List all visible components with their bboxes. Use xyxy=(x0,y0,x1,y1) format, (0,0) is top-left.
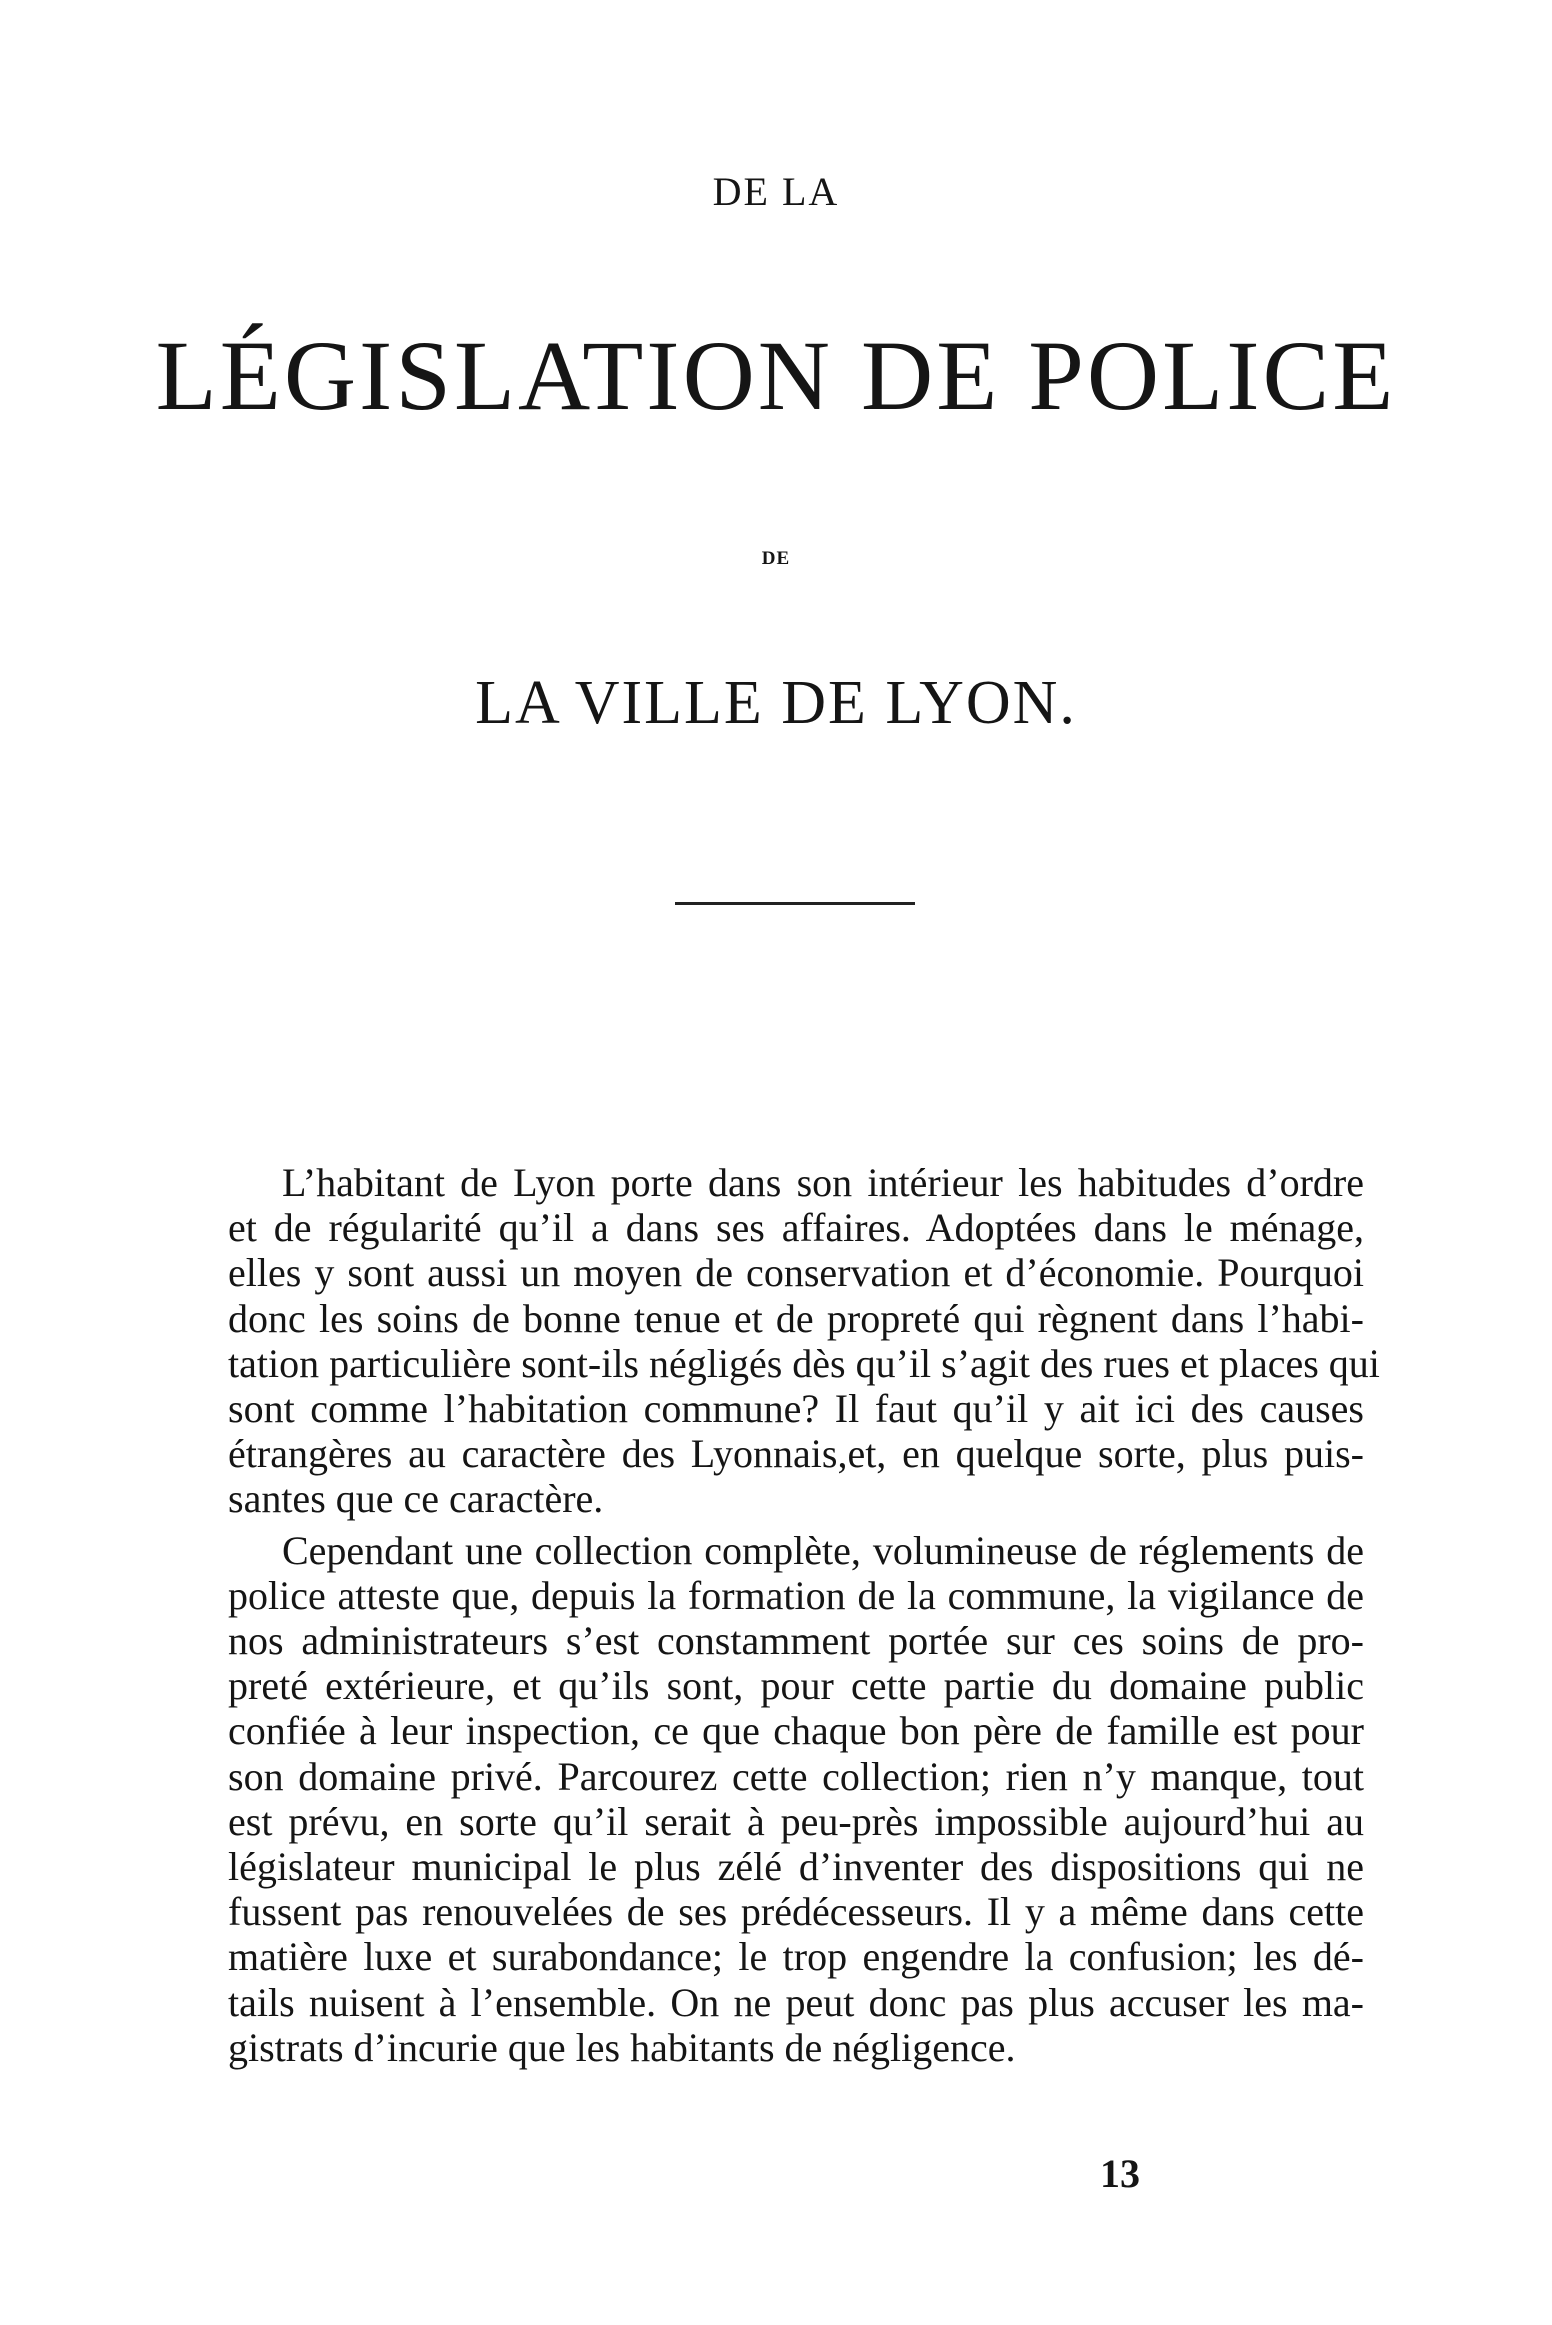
text-line: nos administrateurs s’est constamment portée sur ces soins de pro- xyxy=(228,1618,1364,1664)
title-kicker: DE LA xyxy=(712,169,840,214)
page-number: 13 xyxy=(1100,2151,1140,2196)
text-line: sont comme l’habitation commune? Il faut qu’il y ait ici des causes xyxy=(228,1386,1364,1432)
text-line: son domaine privé. Parcourez cette collection; rien n’y manque, tout xyxy=(228,1753,1364,1799)
section-divider xyxy=(675,902,915,905)
text-line: étrangères au caractère des Lyonnais,et, en quelque sorte, plus puis- xyxy=(228,1431,1364,1477)
text-line: santes que ce caractère. xyxy=(228,1476,604,1522)
text-line: police atteste que, depuis la formation de la commune, la vigilance de xyxy=(228,1572,1364,1618)
text-line: et de régularité qu’il a dans ses affaires. Adoptées dans le ménage, xyxy=(228,1205,1364,1251)
text-line: matière luxe et surabondance; le trop engendre la confusion; les dé- xyxy=(228,1934,1364,1980)
text-line: tails nuisent à l’ensemble. On ne peut donc pas plus accuser les ma- xyxy=(228,1979,1364,2025)
paragraph-2 xyxy=(228,1528,1364,2070)
page-subtitle: LA VILLE DE LYON. xyxy=(475,669,1077,737)
text-line: gistrats d’incurie que les habitants de négligence. xyxy=(228,2024,1016,2070)
body-text xyxy=(228,1160,1380,2076)
paragraph-1 xyxy=(228,1160,1380,1522)
text-line: confiée à leur inspection, ce que chaque bon père de famille est pour xyxy=(228,1708,1364,1754)
title-connector: DE xyxy=(761,548,791,569)
text-line: preté extérieure, et qu’ils sont, pour cette partie du domaine public xyxy=(228,1663,1364,1709)
text-line: donc les soins de bonne tenue et de propreté qui règnent dans l’habi- xyxy=(228,1295,1364,1341)
text-line: législateur municipal le plus zélé d’inventer des dispositions qui ne xyxy=(228,1844,1364,1890)
text-line: L’habitant de Lyon porte dans son intérieur les habitudes d’ordre xyxy=(282,1160,1364,1205)
page-title: LÉGISLATION DE POLICE xyxy=(155,320,1397,431)
text-line: fussent pas renouvelées de ses prédécesseurs. Il y a même dans cette xyxy=(228,1889,1364,1935)
text-line: Cependant une collection complète, volumineuse de réglements de xyxy=(282,1527,1364,1573)
text-line: est prévu, en sorte qu’il serait à peu-près impossible aujourd’hui au xyxy=(228,1798,1364,1844)
text-line: tation particulière sont-ils négligés dès qu’il s’agit des rues et places qui xyxy=(228,1340,1380,1386)
text-line: elles y sont aussi un moyen de conservation et d’économie. Pourquoi xyxy=(228,1250,1364,1296)
